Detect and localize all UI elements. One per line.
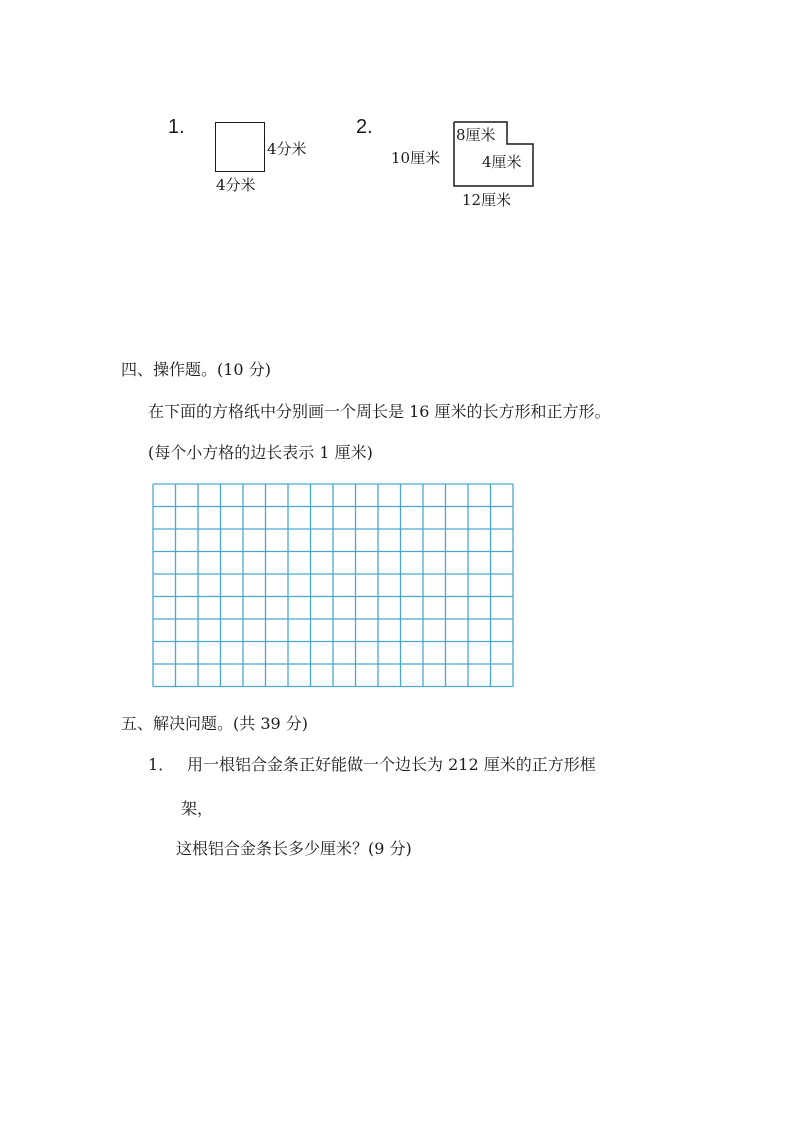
- figure-2-left-side-label: 10厘米: [391, 149, 441, 167]
- square-grid-paper[interactable]: [152, 483, 514, 688]
- question-1-line-1: 用一根铝合金条正好能做一个边长为 212 厘米的正方形框: [187, 755, 596, 774]
- figure-1-number: 1.: [168, 116, 185, 138]
- section-5-heading: 五、解决问题。(共 39 分): [121, 714, 309, 733]
- figure-1-bottom-side-label: 4分米: [216, 176, 256, 194]
- question-1-number: 1．: [148, 755, 175, 774]
- figure-2-right-side-label: 4厘米: [482, 153, 522, 171]
- section-4-heading: 四、操作题。(10 分): [121, 360, 271, 379]
- figure-2-number: 2.: [356, 116, 373, 138]
- question-1-line-3: 这根铝合金条长多少厘米？(9 分): [176, 839, 412, 858]
- figure-1-right-side-label: 4分米: [267, 140, 307, 158]
- figure-2-top-side-label: 8厘米: [456, 126, 496, 144]
- figure-2-bottom-side-label: 12厘米: [462, 191, 512, 209]
- figure-2-shape: [0, 0, 794, 260]
- question-1-line-2: 架，: [181, 799, 214, 818]
- section-4-grid-note: (每个小方格的边长表示 1 厘米): [148, 443, 373, 462]
- section-4-instruction: 在下面的方格纸中分别画一个周长是 16 厘米的长方形和正方形。: [148, 402, 611, 421]
